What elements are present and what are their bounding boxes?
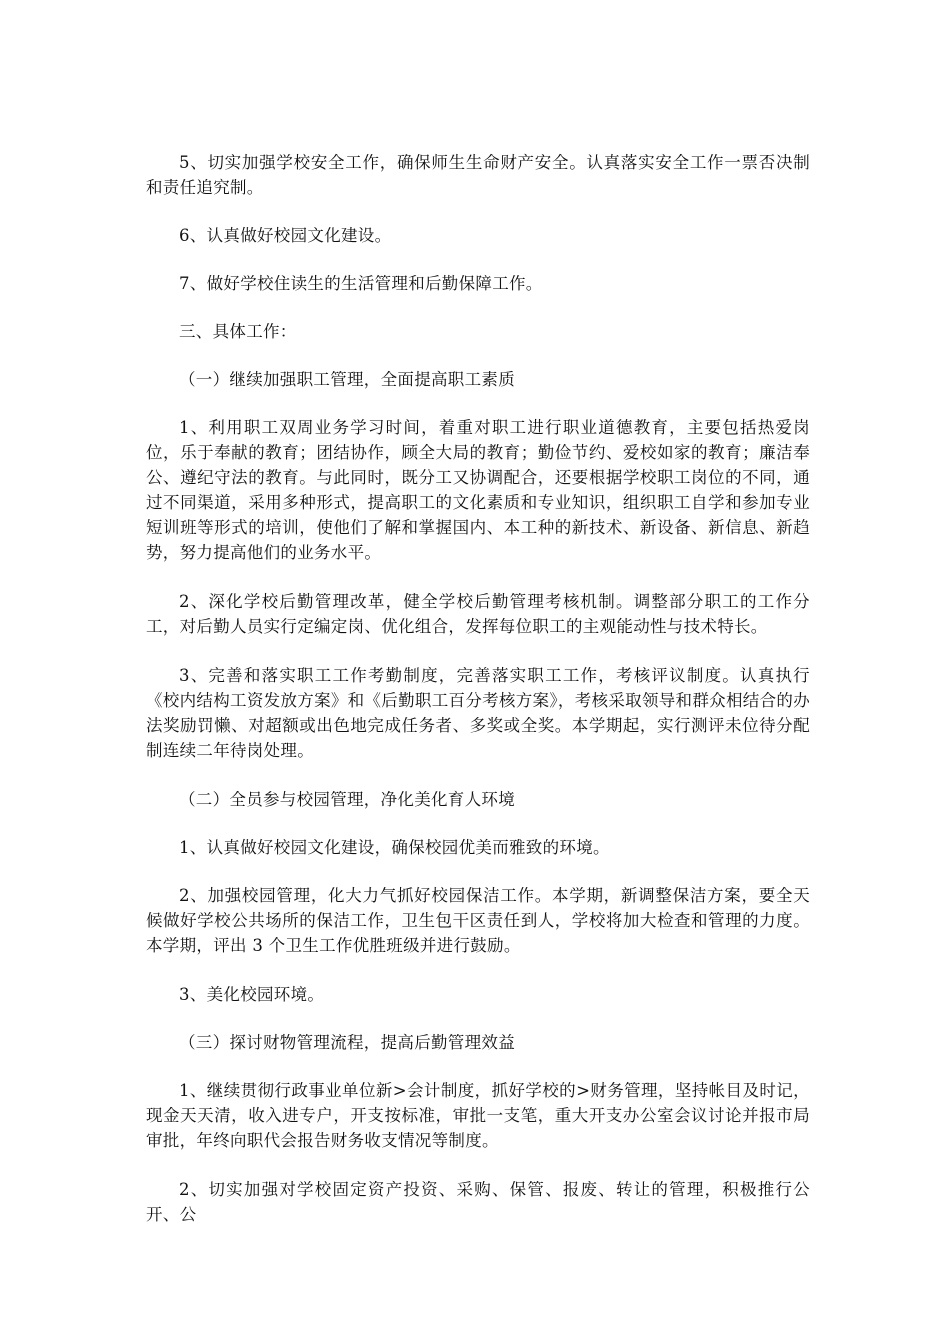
paragraph-staff-training: 1、利用职工双周业务学习时间，着重对职工进行职业道德教育，主要包括热爱岗位，乐于奉献的教育；团结协作，顾全大局的教育；勤俭节约、爱校如家的教育；廉洁奉公、遵纪守法的教育。与此同时，既分工又协调配合，还要根据学校职工岗位的不同，通过不同渠道，采用多种形式，提高职工的文化素质和专业知识，组织职工自学和参加专业短训班等形式的培训，使他们了解和掌握国内、本工种的新技术、新设备、新信息、新趋势，努力提高他们的业务水平。 xyxy=(146,418,810,562)
paragraph-beautify-campus: 3、美化校园环境。 xyxy=(179,985,325,1004)
subsection-heading-campus-management: （二）全员参与校园管理，净化美化育人环境 xyxy=(179,790,515,809)
paragraph-campus-culture: 6、认真做好校园文化建设。 xyxy=(179,226,392,245)
document-body xyxy=(146,150,810,1227)
subsection-heading-financial-management: （三）探讨财物管理流程，提高后勤管理效益 xyxy=(179,1033,515,1052)
paragraph-boarding-students: 7、做好学校住读生的生活管理和后勤保障工作。 xyxy=(179,274,543,293)
paragraph-campus-cleaning: 2、加强校园管理，化大力气抓好校园保洁工作。本学期，新调整保洁方案，要全天候做好学校公共场所的保洁工作，卫生包干区责任到人，学校将加大检查和管理的力度。本学期，评出 3 个卫生工作优胜班级并进行鼓励。 xyxy=(146,886,810,955)
paragraph-safety-work: 5、切实加强学校安全工作，确保师生生命财产安全。认真落实安全工作一票否决制和责任追究制。 xyxy=(146,153,810,197)
paragraph-fixed-assets: 2、切实加强对学校固定资产投资、采购、保管、报废、转让的管理，积极推行公开、公 xyxy=(146,1180,810,1224)
paragraph-campus-culture-environment: 1、认真做好校园文化建设，确保校园优美而雅致的环境。 xyxy=(179,838,610,857)
section-heading-specific-work: 三、具体工作： xyxy=(179,322,297,341)
subsection-heading-staff-management: （一）继续加强职工管理，全面提高职工素质 xyxy=(179,370,515,389)
paragraph-attendance-system: 3、完善和落实职工工作考勤制度，完善落实职工工作，考核评议制度。认真执行《校内结构工资发放方案》和《后勤职工百分考核方案》，考核采取领导和群众相结合的办法奖励罚懒、对超额或出色地完成任务者、多奖或全奖。本学期起，实行测评未位待分配制连续二年待岗处理。 xyxy=(146,666,810,760)
paragraph-accounting-system: 1、继续贯彻行政事业单位新>会计制度，抓好学校的>财务管理，坚持帐目及时记，现金天天清，收入进专户，开支按标准，审批一支笔，重大开支办公室会议讨论并报市局审批，年终向职代会报告财务收支情况等制度。 xyxy=(146,1081,810,1150)
paragraph-logistics-reform: 2、深化学校后勤管理改革，健全学校后勤管理考核机制。调整部分职工的工作分工，对后勤人员实行定编定岗、优化组合，发挥每位职工的主观能动性与技术特长。 xyxy=(146,592,810,636)
